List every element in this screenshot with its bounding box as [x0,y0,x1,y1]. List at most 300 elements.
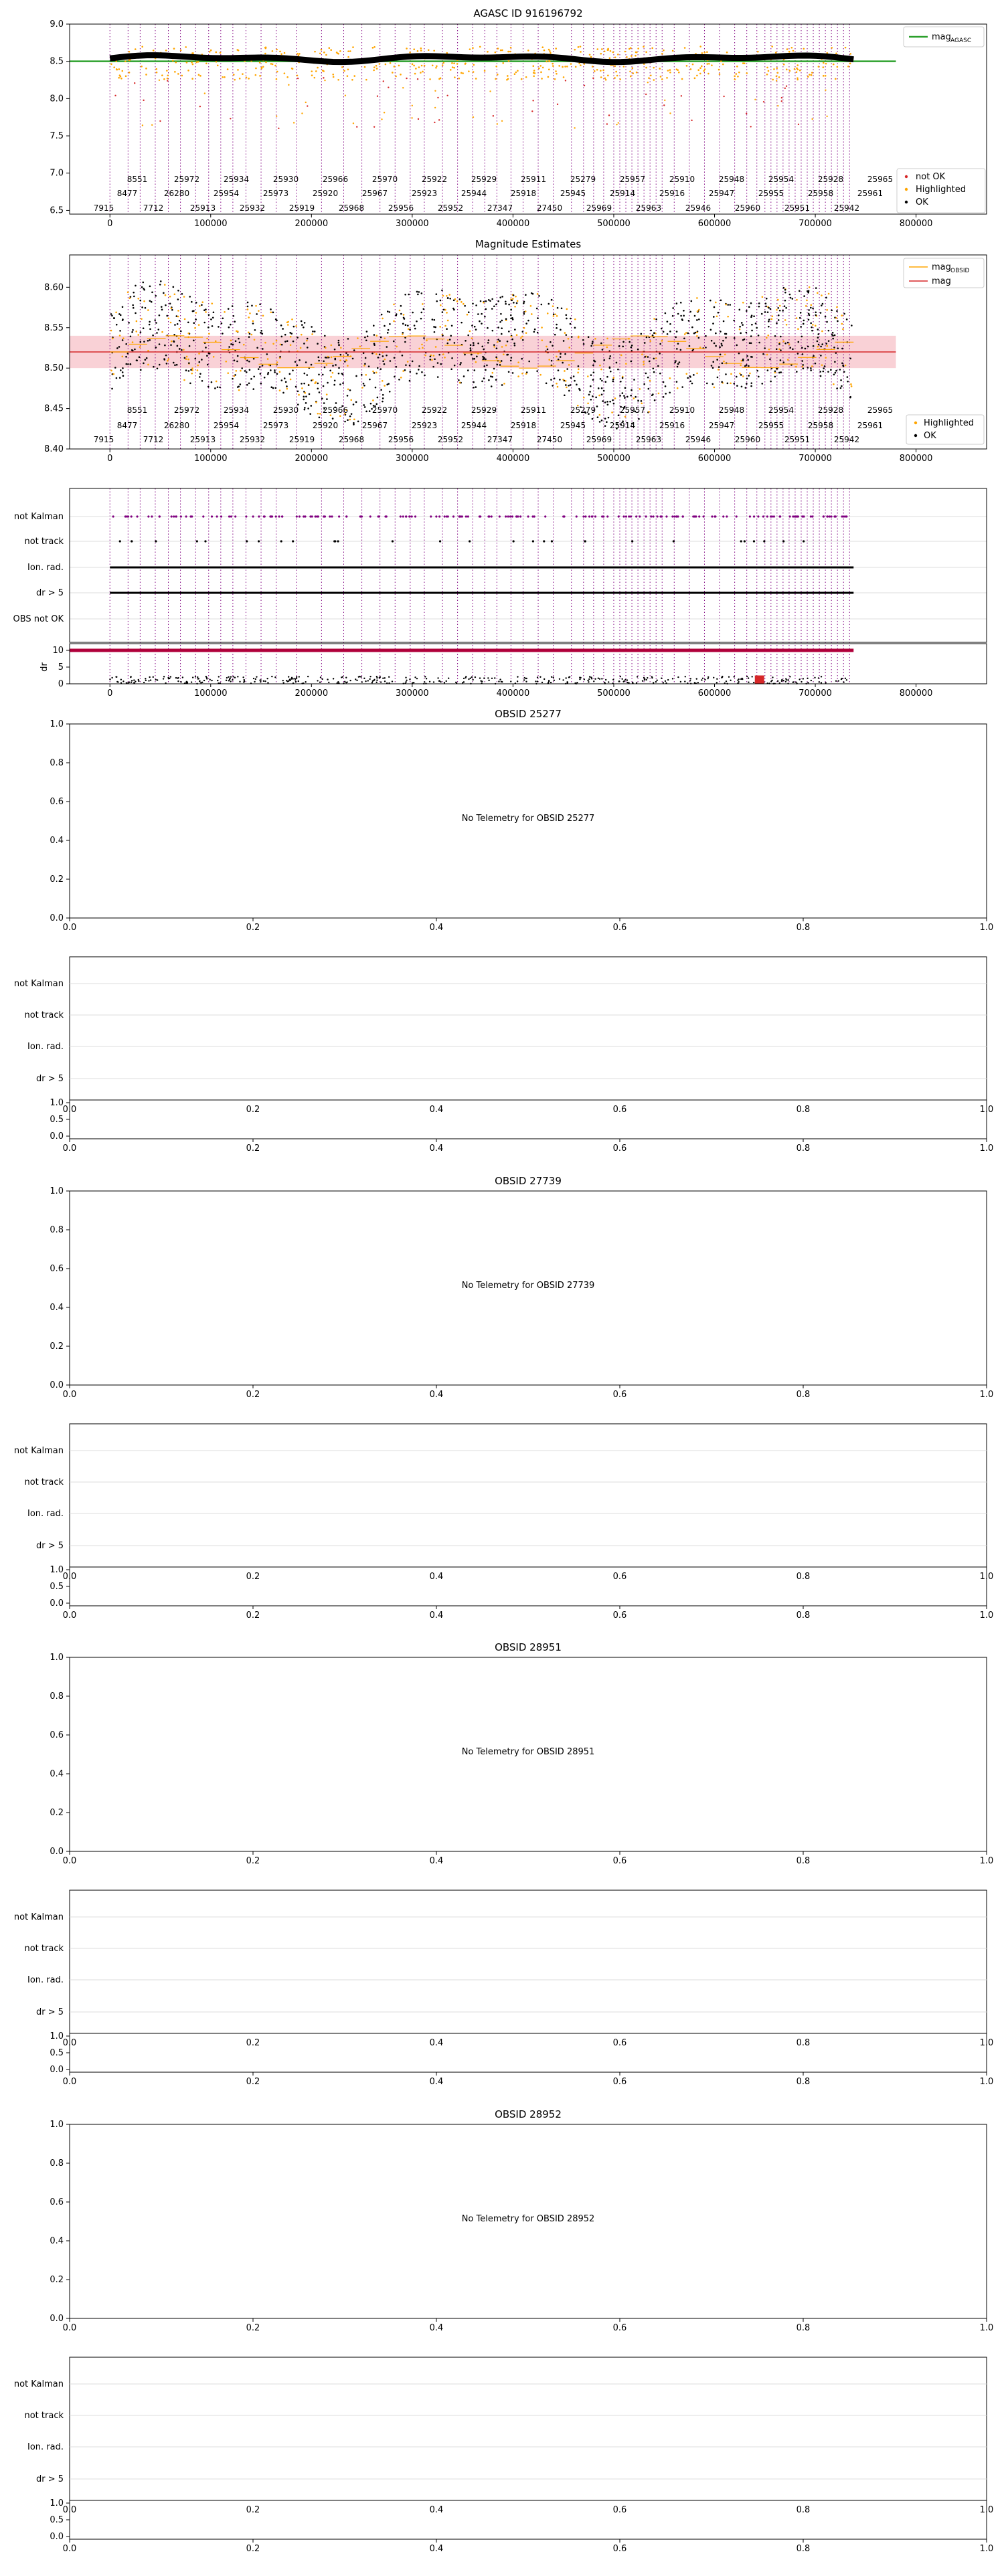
magnitude-point [135,285,137,287]
dr-point [742,678,743,680]
no-telemetry-message: No Telemetry for OBSID 27739 [461,1281,595,1291]
magnitude-point [800,326,802,328]
magnitude-point [301,387,303,389]
highlighted-point [527,50,529,52]
highlighted-point [629,70,631,72]
not-kalman-event [630,515,632,517]
magnitude-point [122,319,124,321]
magnitude-point [185,358,187,360]
magnitude-point [470,347,472,349]
magnitude-point [127,292,129,294]
magnitude-point [116,324,118,326]
magnitude-point [780,359,782,361]
magnitude-point [250,378,252,380]
highlighted-point [236,49,238,51]
magnitude-point [758,306,760,308]
outlier-point [750,126,752,127]
magnitude-point [476,356,478,358]
magnitude-point [303,399,305,401]
highlighted-point [777,72,779,74]
magnitude-point [746,378,748,380]
magnitude-point [683,337,685,339]
magnitude-point [212,325,214,327]
dr-point [807,682,809,683]
magnitude-point [717,377,719,379]
outlier-point [278,128,279,129]
highlighted-point [554,78,556,80]
highlighted-point [276,49,278,51]
obsid-label: 25910 [669,405,695,415]
magnitude-point [270,308,272,310]
not-kalman-event [753,515,755,517]
y-tick-label: 1.0 [50,2031,64,2041]
magnitude-point [185,369,187,371]
outlier-point [356,126,357,127]
x-tick-label: 0.0 [62,923,77,933]
dr-point [588,678,590,680]
category-label: not track [24,1477,64,1487]
obsid-label: 25954 [768,175,794,184]
outlier-point [301,112,303,114]
magnitude-point [767,311,769,313]
magnitude-point [155,347,157,349]
magnitude-point [252,323,254,325]
outlier-point [384,112,385,113]
magnitude-point [750,385,752,387]
legend-label-ok: OK [916,197,928,207]
not-kalman-event [544,515,546,517]
magnitude-point [353,349,355,351]
magnitude-point [351,413,353,415]
dr-point [554,680,555,681]
x-tick-label: 300000 [396,688,429,699]
magnitude-point [774,370,776,372]
magnitude-point [727,383,729,385]
outlier-point [383,80,384,82]
magnitude-point [323,361,325,363]
magnitude-point [235,340,237,342]
magnitude-point [379,354,381,356]
outlier-point [606,123,608,124]
magnitude-point [282,392,284,394]
highlighted-point [648,77,650,79]
magnitude-point [474,369,476,371]
magnitude-point [783,287,785,289]
magnitude-point [592,343,594,345]
magnitude-point [149,328,151,330]
obsid-label: 25929 [471,175,497,184]
magnitude-point [281,379,283,381]
not-kalman-event [625,515,627,517]
not-track-event [469,540,471,542]
outlier-point [412,105,413,106]
magnitude-point [416,291,418,293]
magnitude-point [405,364,407,366]
magnitude-point [761,383,763,385]
magnitude-point [487,342,489,344]
magnitude-point [820,346,822,348]
highlighted-point [234,79,236,81]
magnitude-point [749,342,751,344]
magnitude-point [739,326,741,328]
magnitude-point [762,353,764,355]
magnitude-point [577,372,579,374]
magnitude-point [689,311,691,313]
x-tick-label: 1.0 [979,1611,994,1621]
magnitude-point [137,298,139,300]
magnitude-point [463,375,465,377]
magnitude-point [349,419,351,421]
dr-point [786,679,787,680]
highlighted-point [600,70,602,72]
magnitude-point [352,358,354,360]
x-tick-label: 0.2 [246,2505,260,2515]
magnitude-point [501,384,503,386]
obsid-title: OBSID 28951 [495,1641,562,1653]
not-kalman-event [491,515,493,517]
highlighted-point [786,69,788,71]
magnitude-point [225,361,227,363]
magnitude-point [363,385,365,387]
magnitude-point [709,300,712,302]
x-tick-label: 200000 [295,688,329,699]
magnitude-point [712,383,714,385]
magnitude-point [444,325,446,327]
magnitude-point [449,339,451,341]
not-kalman-event [584,515,586,517]
magnitude-point [809,314,811,316]
dr-point [307,676,309,677]
magnitude-point [558,369,560,371]
not-kalman-event [296,515,298,517]
highlighted-point [849,63,851,65]
dr-point [286,680,288,682]
magnitude-point [669,331,671,333]
magnitude-point [286,388,288,390]
not-kalman-event [171,515,173,517]
highlighted-point [413,48,415,50]
dr-point [256,676,257,677]
dr-point [479,677,481,678]
highlighted-point [823,75,825,77]
dr-point [437,677,438,678]
magnitude-point [364,406,366,408]
dr-point [195,676,196,677]
category-label: not track [24,1944,64,1954]
magnitude-point [264,377,266,379]
obsid-label: 25957 [619,405,646,415]
magnitude-point [817,341,819,343]
magnitude-point [232,305,234,307]
magnitude-point [298,394,300,396]
magnitude-point [197,365,199,367]
magnitude-point [770,381,772,383]
obsid-label: 25965 [867,175,894,184]
magnitude-point [661,340,663,342]
dr-point [462,682,463,683]
obsid-label: 25948 [718,405,745,415]
magnitude-point [698,309,700,311]
magnitude-point [377,367,379,369]
magnitude-point [592,365,594,367]
highlighted-point [156,72,158,74]
magnitude-point [821,343,823,345]
dr-point [177,677,179,678]
x-tick-label: 0.2 [246,1390,260,1400]
magnitude-point [304,322,306,324]
magnitude-point [595,397,597,399]
y-tick-label: 0.8 [50,1691,64,1701]
outlier-point [402,87,404,88]
highlighted-point [600,53,602,55]
magnitude-point [433,355,435,357]
magnitude-point [173,286,175,288]
dr-point [537,680,538,682]
dr-point [470,678,471,679]
magnitude-point [228,308,230,310]
not-kalman-event [185,515,187,517]
magnitude-point [609,355,611,357]
magnitude-point [523,301,525,303]
magnitude-point [521,336,523,338]
x-tick-label: 1.0 [979,2544,994,2554]
magnitude-point [802,353,804,355]
magnitude-point [792,348,794,350]
magnitude-point [821,294,823,296]
magnitude-point [511,300,513,302]
magnitude-point [475,386,477,388]
magnitude-point [176,315,178,317]
dr-point [199,680,200,682]
highlighted-point [707,73,709,75]
highlighted-point [811,72,813,74]
dr-point [594,678,596,680]
magnitude-point [751,356,753,358]
magnitude-point [132,341,134,343]
magnitude-point [688,320,690,322]
obsid-label: 25965 [867,405,894,415]
obsid-label: 25958 [807,189,834,198]
magnitude-point [522,339,524,341]
highlighted-point [738,72,740,74]
magnitude-point [332,372,334,374]
magnitude-point [497,339,499,341]
dr-point [143,682,145,683]
magnitude-point [546,346,548,348]
not-kalman-event [576,515,578,517]
magnitude-point [247,308,249,310]
magnitude-point [680,315,682,317]
magnitude-point [201,359,203,361]
magnitude-point [272,343,274,345]
dr-point [380,681,382,682]
obsid-label: 7712 [143,435,164,444]
outlier-point [489,90,491,92]
magnitude-point [599,414,601,416]
not-track-event [782,540,784,542]
magnitude-point [667,333,669,335]
magnitude-point [677,343,679,345]
magnitude-point [303,396,305,398]
x-tick-label: 1.0 [979,2505,994,2515]
magnitude-point [188,370,190,372]
magnitude-point [275,387,277,389]
magnitude-point [270,386,272,388]
magnitude-point [840,387,842,389]
magnitude-point [523,327,525,329]
x-tick-label: 0.8 [796,2505,811,2515]
magnitude-point [309,393,311,395]
y-tick-label: 0.8 [50,758,64,768]
magnitude-point [249,312,251,314]
obsid-label: 7915 [93,435,114,444]
not-kalman-event [338,515,340,517]
magnitude-point [568,338,570,340]
obsid-label: 8551 [127,175,148,184]
magnitude-point [434,319,436,321]
magnitude-point [566,318,568,320]
magnitude-point [137,334,139,336]
highlighted-point [376,68,378,70]
magnitude-point [409,365,411,367]
magnitude-point [496,347,498,349]
magnitude-point [483,377,485,379]
magnitude-point [375,372,378,374]
magnitude-point [167,358,169,360]
dr-point [405,681,406,682]
obsid-dr-frame [70,2033,987,2072]
dr-point [734,676,735,677]
not-kalman-event [591,515,593,517]
outlier-point [159,120,161,122]
magnitude-point [718,369,720,371]
magnitude-point [510,336,512,338]
magnitude-point [353,418,355,420]
magnitude-point [338,373,340,375]
magnitude-point [349,389,351,391]
magnitude-point [125,343,127,345]
magnitude-point [198,353,200,355]
legend-label-highlighted: Highlighted [916,185,966,195]
dr-point [242,676,244,678]
magnitude-point [598,387,600,389]
not-kalman-event [762,515,764,517]
magnitude-point [742,302,744,304]
magnitude-point [821,304,823,306]
outlier-point [288,84,289,86]
highlighted-point [433,50,435,52]
magnitude-point [334,349,336,351]
magnitude-point [559,379,561,381]
dr-point [259,679,260,680]
magnitude-point [187,333,189,335]
dr-point [548,680,550,682]
obsid-label: 25945 [560,189,586,198]
magnitude-point [649,380,651,382]
magnitude-point [459,382,461,384]
magnitude-point [281,344,283,346]
dr-point [253,678,254,679]
magnitude-point [811,365,813,367]
highlighted-point [645,67,647,69]
magnitude-point [780,349,782,351]
magnitude-point [592,395,594,397]
magnitude-point [820,375,822,377]
magnitude-point [375,335,378,337]
dr-point [465,677,467,678]
category-label: Ion. rad. [27,2442,64,2452]
magnitude-point [493,346,495,348]
outlier-point [663,104,665,106]
magnitude-point [560,353,562,355]
magnitude-point [132,304,134,306]
highlighted-point [291,68,293,70]
magnitude-point [789,347,791,349]
obsid-label: 27347 [487,435,513,444]
magnitude-point [479,320,481,323]
magnitude-point [624,387,626,389]
magnitude-point [696,335,698,337]
magnitude-point [493,344,495,346]
magnitude-point [177,323,179,325]
magnitude-point [521,373,523,375]
dr-point [169,678,170,679]
magnitude-point [128,322,130,324]
highlighted-point [594,70,596,72]
highlighted-point [347,50,349,52]
x-tick-label: 0 [107,219,113,229]
magnitude-point [393,341,395,343]
highlighted-point [635,55,637,57]
highlighted-point [548,49,550,51]
dr-point [501,681,503,682]
magnitude-point [563,340,565,342]
dr-point [552,676,554,678]
magnitude-point [161,306,163,308]
y-tick-label: 8.45 [44,403,64,414]
highlighted-point [255,74,257,76]
highlighted-point [791,47,793,49]
magnitude-point [311,405,313,407]
magnitude-point [380,337,382,339]
magnitude-point [806,300,808,302]
legend-label-mag-line: mag [932,276,951,286]
magnitude-point [355,375,357,377]
magnitude-point [230,340,232,342]
magnitude-point [201,304,203,306]
outlier-point [142,124,143,126]
dr-point [637,676,638,677]
dr-point [444,682,445,683]
outlier-point [681,95,682,96]
outlier-point [784,88,786,89]
magnitude-point [213,311,215,313]
magnitude-point [141,286,143,288]
magnitude-point [248,361,250,363]
magnitude-point [442,311,444,313]
obsid-label: 25952 [437,435,464,444]
dr-point [483,677,485,678]
magnitude-point [694,315,696,317]
dr-point [620,676,621,677]
magnitude-point [232,344,234,346]
magnitude-point [461,322,463,324]
y-tick-label: 0.5 [50,2048,64,2058]
magnitude-point [716,315,718,317]
highlighted-point [237,69,239,71]
magnitude-point [594,338,596,340]
magnitude-point [774,376,776,378]
